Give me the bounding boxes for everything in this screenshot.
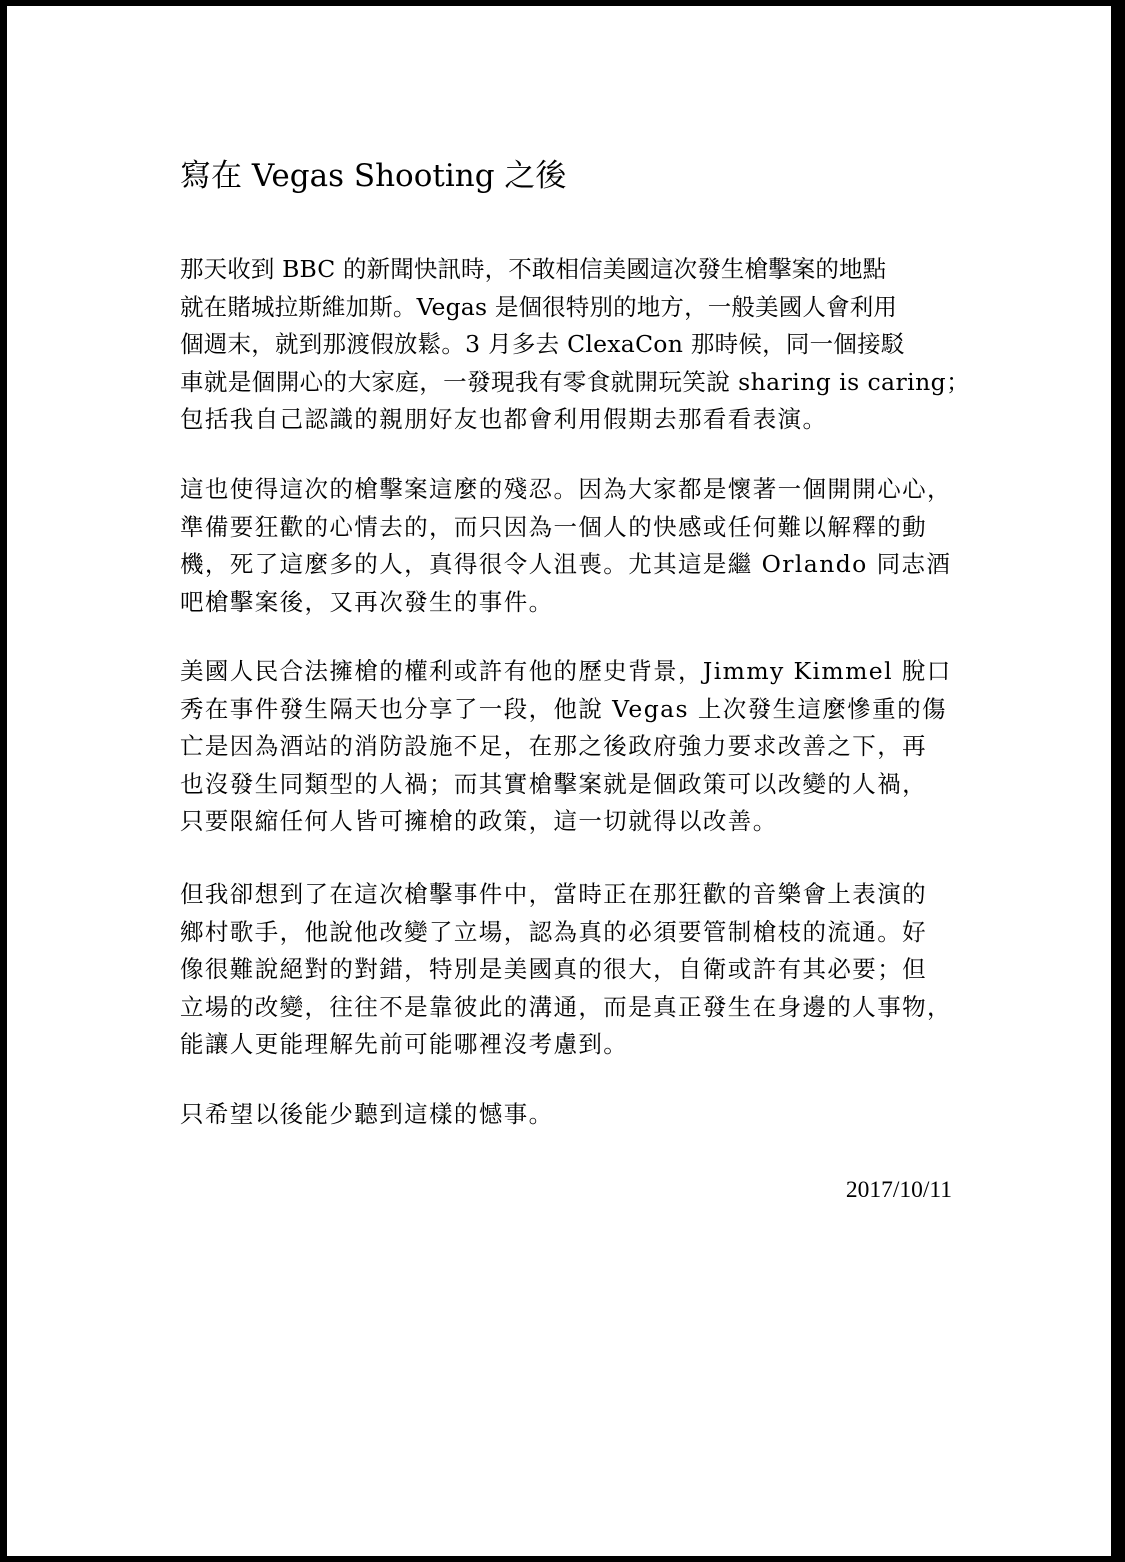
- text-line: 但我卻想到了在這次槍擊事件中，當時正在那狂歡的音樂會上表演的: [180, 880, 927, 908]
- text-line: 美國人民合法擁槍的權利或許有他的歷史背景，Jimmy Kimmel 脫口: [180, 657, 952, 685]
- text-line: 只要限縮任何人皆可擁槍的政策，這一切就得以改善。: [180, 807, 778, 835]
- text-line: 鄉村歌手，他說他改變了立場，認為真的必須要管制槍枝的流通。好: [180, 917, 927, 946]
- text-line: 只希望以後能少聽到這樣的憾事。: [180, 1100, 554, 1128]
- text-line: 亡是因為酒站的消防設施不足，在那之後政府強力要求改善之下，再: [180, 732, 927, 760]
- paragraph-2: [180, 471, 952, 621]
- text-line: 就在賭城拉斯維加斯。Vegas 是個很特別的地方，一般美國人會利用: [180, 292, 898, 321]
- text-line: 包括我自己認識的親朋好友也都會利用假期去那看看表演。: [180, 405, 828, 433]
- text-line: 也沒發生同類型的人禍；而其實槍擊案就是個政策可以改變的人禍，: [180, 769, 927, 798]
- text-line: 立場的改變，往往不是靠彼此的溝通，而是真正發生在身邊的人事物，: [180, 992, 952, 1021]
- text-line: 準備要狂歡的心情去的，而只因為一個人的快感或任何難以解釋的動: [180, 512, 927, 541]
- text-line: 像很難說絕對的對錯，特別是美國真的很大，自衛或許有其必要；但: [180, 955, 927, 983]
- paragraph-3: [180, 653, 952, 841]
- paragraph-4: [180, 876, 952, 1064]
- paragraph-5: [180, 1096, 554, 1134]
- text-line: 機，死了這麼多的人，真得很令人沮喪。尤其這是繼 Orlando 同志酒: [180, 550, 952, 578]
- paragraph-1: [180, 251, 970, 439]
- text-line: 車就是個開心的大家庭，一發現我有零食就開玩笑說 sharing is caring；: [180, 367, 971, 396]
- text-line: 秀在事件發生隔天也分享了一段，他說 Vegas 上次發生這麼慘重的傷: [180, 694, 947, 723]
- document-date: 2017/10/11: [845, 1177, 952, 1203]
- document-page: [7, 6, 1111, 1556]
- text-line: 這也使得這次的槍擊案這麼的殘忍。因為大家都是懷著一個開開心心，: [180, 475, 952, 503]
- document-title: 寫在 Vegas Shooting 之後: [180, 158, 567, 194]
- text-line: 那天收到 BBC 的新聞快訊時，不敢相信美國這次發生槍擊案的地點: [180, 255, 887, 283]
- text-line: 個週末，就到那渡假放鬆。3 月多去 ClexaCon 那時候，同一個接駁: [180, 330, 905, 358]
- text-line: 吧槍擊案後，又再次發生的事件。: [180, 587, 554, 616]
- text-line: 能讓人更能理解先前可能哪裡沒考慮到。: [180, 1030, 629, 1058]
